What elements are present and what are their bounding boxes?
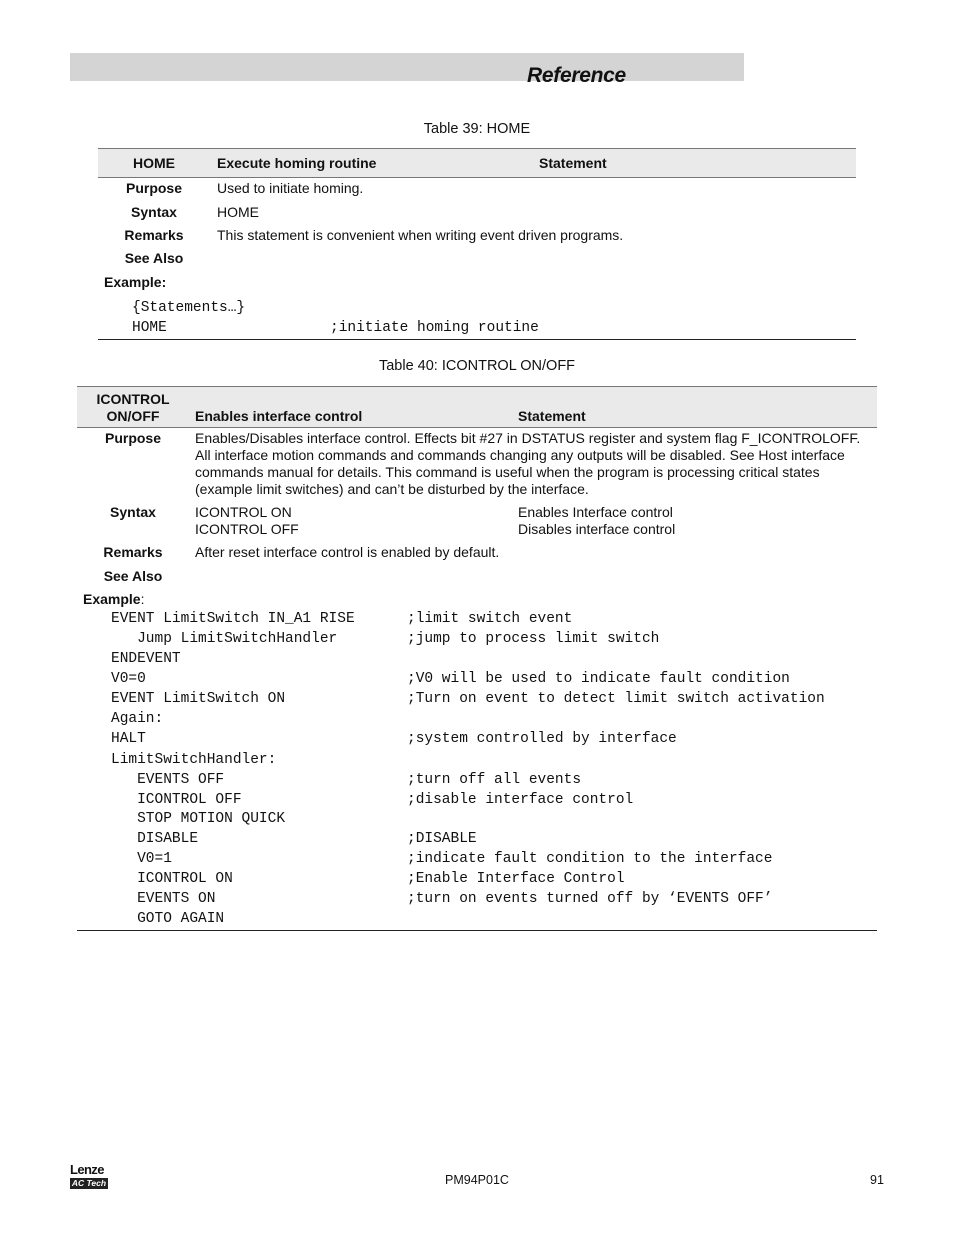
table39-example-label: Example: (104, 274, 167, 290)
code-line: GOTO AGAIN (111, 911, 225, 927)
code-line: HOME (132, 320, 167, 336)
table40-head-description: Enables interface control (195, 408, 363, 424)
code-line: STOP MOTION QUICK (111, 811, 286, 827)
code-comment: ;Enable Interface Control (407, 871, 625, 887)
code-line: V0=0 (111, 671, 146, 687)
code-line: EVENT LimitSwitch IN_A1 RISE (111, 611, 355, 627)
table39 (98, 148, 856, 341)
code-line: Jump LimitSwitchHandler (111, 631, 338, 647)
syntax-description: Enables Interface control (518, 504, 673, 520)
table39-purpose-label: Purpose (125, 180, 182, 196)
table40-remarks-label: Remarks (103, 544, 163, 560)
code-line: EVENTS OFF (111, 772, 225, 788)
table40-head-type: Statement (518, 408, 586, 424)
logo-subbrand: AC Tech (71, 1178, 107, 1188)
code-comment: ;disable interface control (407, 792, 634, 808)
table39-syntax-label: Syntax (131, 204, 177, 220)
table39-remarks-label: Remarks (124, 227, 184, 243)
table40-bottom-rule (77, 930, 877, 931)
table40-purpose-line: Enables/Disables interface control. Effects bit #27 in DSTATUS register and system flag F_ICONTROLOFF. (195, 430, 861, 446)
company-logo (70, 1163, 112, 1189)
table40-remarks-text: After reset interface control is enabled by default. (195, 544, 500, 560)
table40-example-label: Example: (83, 591, 145, 607)
table40-head-name-line2: ON/OFF (106, 408, 160, 424)
table39-caption: Table 39: HOME (423, 121, 531, 137)
page-number: 91 (870, 1173, 884, 1187)
code-comment: ;Turn on event to detect limit switch activation (407, 691, 825, 707)
code-comment: ;V0 will be used to indicate fault condition (407, 671, 790, 687)
syntax-command: ICONTROL OFF (195, 521, 299, 537)
document-code: PM94P01C (445, 1173, 509, 1187)
logo-wordmark: Lenze (70, 1162, 104, 1177)
code-line: V0=1 (111, 851, 172, 867)
table40-head-name-line1: ICONTROL (96, 391, 170, 407)
table40-header (77, 386, 877, 428)
code-line: ENDEVENT (111, 651, 181, 667)
code-comment: ;turn off all events (407, 772, 582, 788)
table40-caption: Table 40: ICONTROL ON/OFF (378, 358, 576, 374)
code-line: Again: (111, 711, 164, 727)
code-line: DISABLE (111, 831, 199, 847)
code-comment: ;DISABLE (407, 831, 477, 847)
code-comment: ;initiate homing routine (330, 320, 539, 336)
code-line: HALT (111, 731, 146, 747)
table39-see-also-label: See Also (124, 250, 184, 266)
syntax-command: ICONTROL ON (195, 504, 292, 520)
code-line: EVENTS ON (111, 891, 216, 907)
table39-head-name: HOME (133, 155, 175, 171)
table39-purpose-text: Used to initiate homing. (217, 180, 364, 196)
page-title: Reference (527, 64, 626, 87)
code-line: {Statements…} (132, 300, 246, 316)
table39-bottom-rule (98, 339, 856, 340)
code-comment: ;turn on events turned off by ‘EVENTS OFF’ (407, 891, 773, 907)
table39-syntax-text: HOME (217, 204, 259, 220)
table40-purpose-line: All interface motion commands and commands changing any outputs will be disabled. See Host interface (195, 447, 845, 463)
code-line: ICONTROL ON (111, 871, 233, 887)
table40-purpose-line: commands manual for details. This command is useful when the program is processing critical states (195, 464, 820, 480)
code-line: EVENT LimitSwitch ON (111, 691, 286, 707)
table39-head-type: Statement (539, 155, 607, 171)
syntax-description: Disables interface control (518, 521, 676, 537)
code-comment: ;indicate fault condition to the interface (407, 851, 773, 867)
code-comment: ;limit switch event (407, 611, 573, 627)
header-bar (70, 53, 744, 81)
code-comment: ;jump to process limit switch (407, 631, 660, 647)
table40-see-also-label: See Also (103, 568, 163, 584)
code-line: LimitSwitchHandler: (111, 752, 277, 768)
table40 (77, 386, 877, 932)
code-comment: ;system controlled by interface (407, 731, 677, 747)
table40-purpose-line: (example limit switches) and can’t be disturbed by the interface. (195, 481, 589, 497)
code-line: ICONTROL OFF (111, 792, 242, 808)
table39-header (98, 148, 856, 178)
table39-head-description: Execute homing routine (217, 155, 377, 171)
table40-syntax-label: Syntax (110, 504, 156, 520)
table39-remarks-text: This statement is convenient when writing event driven programs. (217, 227, 624, 243)
table40-purpose-label: Purpose (104, 430, 161, 446)
